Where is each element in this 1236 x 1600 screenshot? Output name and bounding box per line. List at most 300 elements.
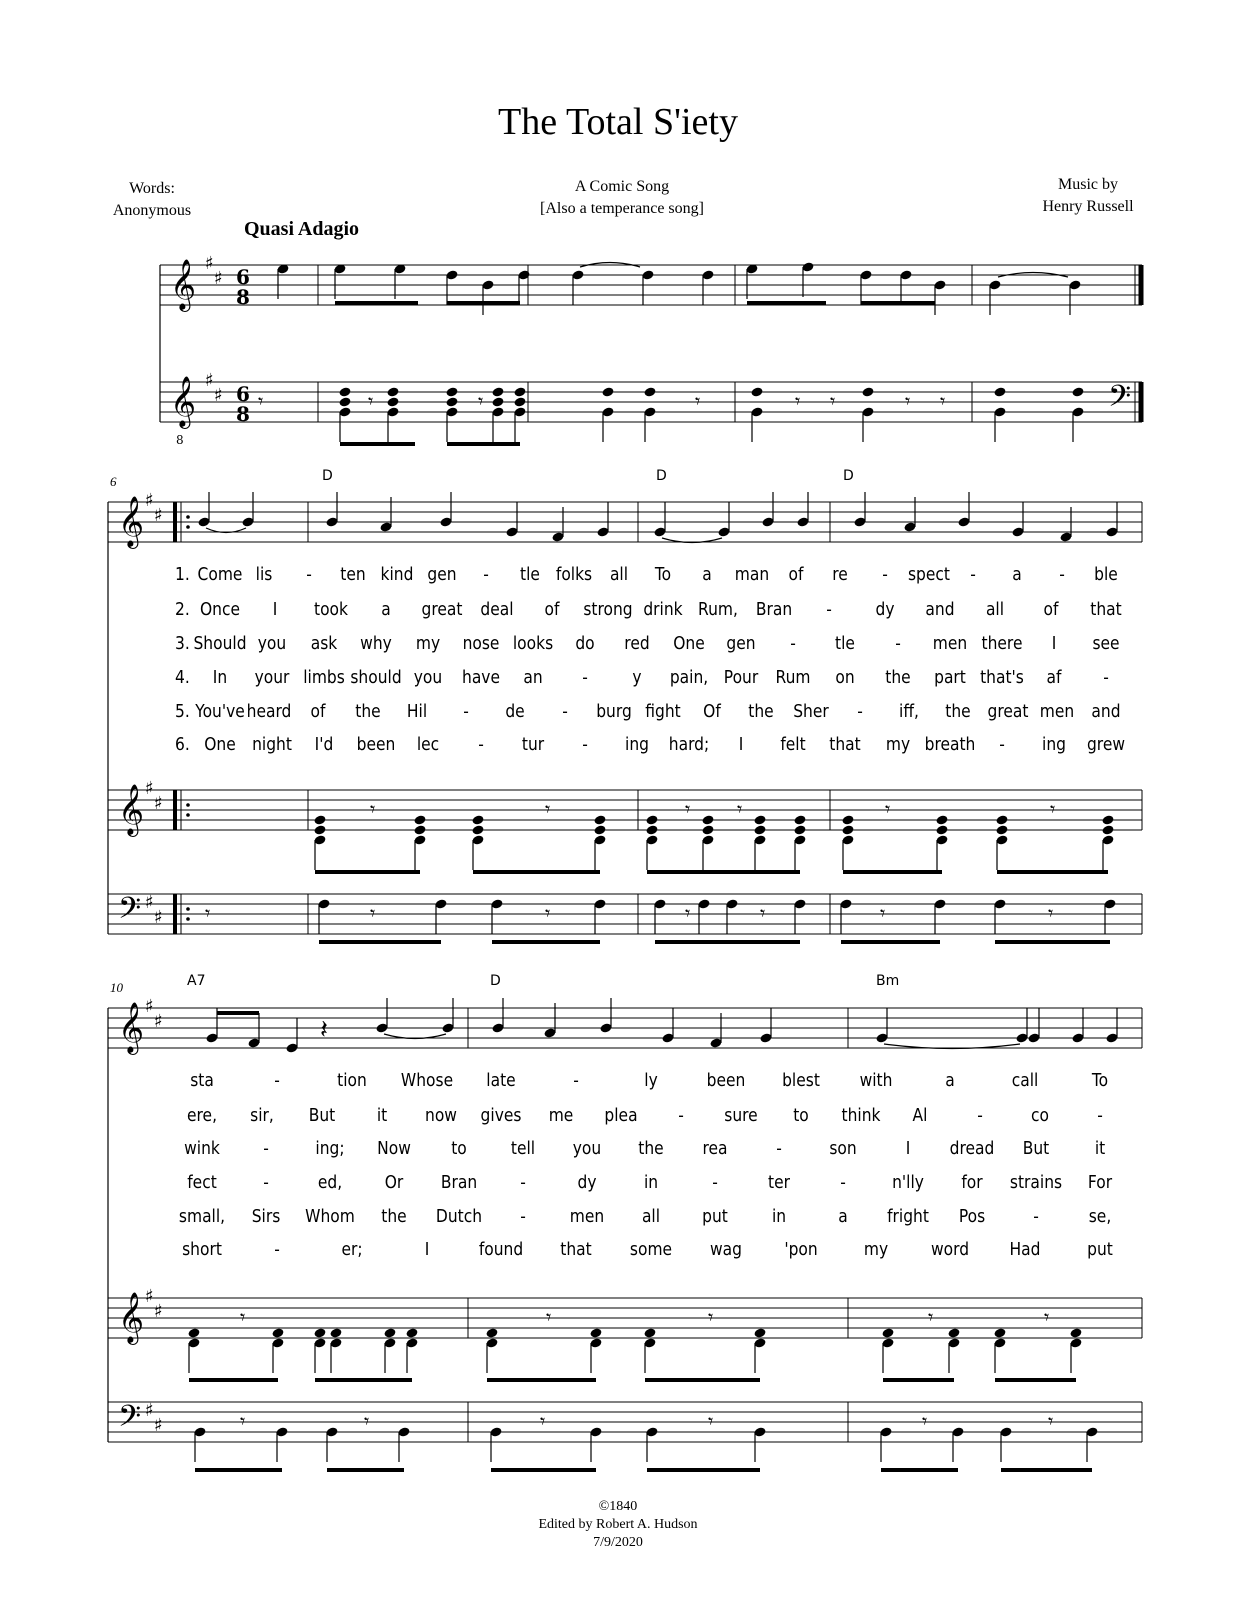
- lyric-syllable: and: [925, 599, 955, 620]
- notehead: [995, 824, 1008, 835]
- notehead: [645, 814, 658, 825]
- sharp-icon: ♯: [145, 490, 154, 511]
- lyric-syllable: n'lly: [891, 1172, 924, 1193]
- lyric-syllable: that: [829, 734, 862, 755]
- notehead: [513, 396, 526, 407]
- sharp-icon: ♯: [214, 385, 223, 406]
- repeat-dot: [186, 907, 190, 911]
- notehead: [601, 386, 614, 397]
- lyric-hyphen: -: [678, 1105, 684, 1126]
- lyric-syllable: my: [885, 734, 910, 755]
- lyric-syllable: you: [572, 1138, 602, 1159]
- lyric-syllable: ble: [1094, 564, 1118, 585]
- lyric-syllable: rea: [702, 1138, 728, 1159]
- chord-symbol: D: [656, 468, 667, 484]
- lyric-syllable: strains: [1009, 1172, 1062, 1193]
- notehead: [793, 824, 806, 835]
- eighth-rest-icon: 𝄾: [708, 1409, 714, 1433]
- time-signature-top: 6: [236, 382, 250, 406]
- lyric-syllable: ask: [310, 633, 338, 654]
- lyric-hyphen: -: [305, 564, 312, 585]
- lyric-syllable: a: [838, 1206, 849, 1227]
- eighth-rest-icon: 𝄾: [695, 389, 701, 413]
- lyric-syllable: with: [859, 1070, 892, 1091]
- lyric-hyphen: -: [519, 1172, 526, 1193]
- music-credit-label: Music by: [1058, 176, 1118, 193]
- notehead: [841, 814, 854, 825]
- lyric-hyphen: -: [857, 701, 863, 722]
- lyric-syllable: co: [1031, 1105, 1050, 1126]
- sharp-icon: ♯: [145, 996, 154, 1017]
- subtitle-line2: [Also a temperance song]: [540, 200, 704, 217]
- lyric-syllable: Dutch: [435, 1206, 482, 1227]
- repeat-dot: [186, 525, 190, 529]
- treble-clef-icon: 𝄞: [170, 376, 197, 427]
- lyric-syllable: lis: [255, 564, 273, 585]
- sharp-icon: ♯: [205, 370, 214, 391]
- lyric-syllable: in: [643, 1172, 659, 1193]
- sharp-icon: ♯: [154, 1301, 163, 1322]
- lyric-syllable: re: [832, 564, 848, 585]
- notehead: [593, 814, 606, 825]
- notehead: [491, 386, 504, 397]
- lyric-syllable: felt: [780, 734, 806, 755]
- lyric-hyphen: -: [519, 1206, 526, 1227]
- bass-clef-icon: 𝄢: [118, 892, 142, 933]
- lyric-hyphen: -: [1103, 667, 1109, 688]
- lyric-syllable: and: [1091, 701, 1121, 722]
- editor-credit: Edited by Robert A. Hudson: [538, 1517, 698, 1532]
- notehead: [701, 824, 714, 835]
- lyric-syllable: great: [987, 701, 1029, 722]
- eighth-rest-icon: 𝄾: [545, 797, 551, 821]
- lyric-syllable: Or: [385, 1172, 404, 1193]
- lyric-syllable: Now: [377, 1138, 412, 1159]
- lyric-syllable: pain,: [669, 667, 709, 688]
- sharp-icon: ♯: [145, 892, 154, 913]
- chord-symbol: Bm: [876, 973, 900, 989]
- lyric-syllable: of: [1043, 599, 1059, 620]
- notehead: [513, 386, 526, 397]
- lyric-syllable: red: [624, 633, 650, 654]
- lyric-syllable: call: [1011, 1070, 1039, 1091]
- lyric-syllable: folks: [556, 564, 593, 585]
- eighth-rest-icon: 𝄾: [737, 797, 743, 821]
- notehead: [445, 386, 458, 397]
- lyric-syllable: of: [544, 599, 560, 620]
- notehead: [750, 386, 763, 397]
- notehead: [995, 814, 1008, 825]
- sharp-icon: ♯: [154, 1011, 163, 1032]
- notehead: [445, 396, 458, 407]
- lyric-hyphen: -: [1033, 1206, 1039, 1227]
- notehead: [589, 1327, 602, 1338]
- lyric-syllable: But: [308, 1105, 335, 1126]
- lyric-syllable: strong: [582, 599, 633, 620]
- lyric-syllable: short: [182, 1239, 222, 1260]
- notehead: [271, 1327, 284, 1338]
- notehead: [935, 824, 948, 835]
- notehead: [701, 814, 714, 825]
- lyric-syllable: a: [702, 564, 713, 585]
- lyric-hyphen: -: [582, 734, 588, 755]
- lyric-hyphen: -: [274, 1070, 280, 1091]
- lyric-syllable: sta: [190, 1070, 214, 1091]
- lyric-syllable: me: [548, 1105, 574, 1126]
- verse-number: 5.: [175, 701, 190, 722]
- lyric-syllable: Whom: [305, 1206, 356, 1227]
- lyric-syllable: Hil: [406, 701, 428, 722]
- lyric-syllable: deal: [480, 599, 514, 620]
- lyric-syllable: found: [479, 1239, 524, 1260]
- lyric-syllable: hard;: [668, 734, 710, 755]
- lyric-syllable: fright: [886, 1206, 929, 1227]
- lyric-syllable: de: [505, 701, 526, 722]
- lyric-syllable: that's: [979, 667, 1024, 688]
- lyric-syllable: I: [273, 599, 278, 620]
- notehead: [491, 396, 504, 407]
- notehead: [413, 814, 426, 825]
- lyric-syllable: tle: [520, 564, 541, 585]
- lyric-syllable: late: [486, 1070, 517, 1091]
- treble-clef-icon: 𝄞: [118, 784, 145, 835]
- notehead: [405, 1327, 418, 1338]
- lyric-syllable: I: [424, 1239, 429, 1260]
- lyric-hyphen: -: [477, 734, 484, 755]
- treble-clef-icon: 𝄞: [118, 1002, 145, 1053]
- verse-number: 2.: [175, 599, 190, 620]
- notehead: [485, 1327, 498, 1338]
- lyric-hyphen: -: [970, 564, 976, 585]
- eighth-rest-icon: 𝄾: [928, 1305, 934, 1329]
- lyric-syllable: But: [1022, 1138, 1050, 1159]
- music-credit-name: Henry Russell: [1042, 198, 1134, 215]
- verse-number: 3.: [175, 633, 190, 654]
- repeat-dot: [186, 917, 190, 921]
- lyric-syllable: put: [1087, 1239, 1113, 1260]
- lyric-syllable: the: [638, 1138, 664, 1159]
- quarter-rest-icon: 𝄽: [320, 1015, 328, 1045]
- lyric-syllable: you: [257, 633, 287, 654]
- lyric-syllable: ere,: [187, 1105, 217, 1126]
- notehead: [383, 1327, 396, 1338]
- sharp-icon: ♯: [145, 1400, 154, 1421]
- eighth-rest-icon: 𝄾: [478, 389, 484, 413]
- notehead: [643, 386, 656, 397]
- words-credit-label: Words:: [129, 180, 175, 197]
- lyric-syllable: all: [609, 564, 628, 585]
- eighth-rest-icon: 𝄾: [940, 389, 946, 413]
- lyric-hyphen: -: [573, 1070, 579, 1091]
- lyric-hyphen: -: [1097, 1105, 1103, 1126]
- lyric-syllable: men: [932, 633, 967, 654]
- lyric-syllable: burg: [595, 701, 632, 722]
- lyric-syllable: One: [673, 633, 705, 654]
- eighth-rest-icon: 𝄾: [258, 389, 264, 413]
- lyric-syllable: should: [350, 667, 402, 688]
- lyric-syllable: word: [931, 1239, 970, 1260]
- lyric-syllable: ing: [624, 734, 649, 755]
- eighth-rest-icon: 𝄾: [540, 1409, 546, 1433]
- time-signature-bottom: 8: [236, 285, 250, 309]
- song-title: The Total S'iety: [498, 101, 738, 143]
- notehead: [753, 814, 766, 825]
- sharp-icon: ♯: [205, 253, 214, 274]
- eighth-rest-icon: 𝄾: [546, 1305, 552, 1329]
- lyric-syllable: sir,: [250, 1105, 274, 1126]
- lyric-syllable: put: [702, 1206, 729, 1227]
- lyric-syllable: To: [654, 564, 672, 585]
- eighth-rest-icon: 𝄾: [795, 389, 801, 413]
- sharp-icon: ♯: [145, 778, 154, 799]
- lyric-syllable: ing;: [315, 1138, 345, 1159]
- lyric-syllable: breath: [924, 734, 976, 755]
- lyric-syllable: all: [986, 599, 1005, 620]
- notehead: [861, 386, 874, 397]
- eighth-rest-icon: 𝄾: [364, 1409, 370, 1433]
- eighth-rest-icon: 𝄾: [922, 1409, 928, 1433]
- lyric-syllable: son: [829, 1138, 858, 1159]
- lyric-hyphen: -: [790, 633, 797, 654]
- lyric-hyphen: -: [263, 1172, 269, 1193]
- bass-clef-change-icon: 𝄢: [1108, 380, 1132, 421]
- words-credit-name: Anonymous: [112, 202, 192, 219]
- sharp-icon: ♯: [145, 1286, 154, 1307]
- lyric-syllable: 'pon: [783, 1239, 818, 1260]
- lyric-syllable: Pour: [723, 667, 759, 688]
- lyric-syllable: tion: [336, 1070, 367, 1091]
- notehead: [993, 1327, 1006, 1338]
- lyric-syllable: I: [1051, 633, 1057, 654]
- lyric-syllable: see: [1092, 633, 1120, 654]
- eighth-rest-icon: 𝄾: [545, 901, 551, 925]
- time-signature-bottom: 8: [236, 402, 250, 426]
- lyric-syllable: to: [792, 1105, 809, 1126]
- lyric-hyphen: -: [776, 1138, 783, 1159]
- subtitle-line1: A Comic Song: [574, 178, 670, 195]
- lyric-syllable: there: [981, 633, 1023, 654]
- lyric-syllable: it: [376, 1105, 387, 1126]
- notehead: [935, 814, 948, 825]
- notehead: [187, 1327, 200, 1338]
- lyric-syllable: part: [933, 667, 966, 688]
- notehead: [471, 824, 484, 835]
- eighth-rest-icon: 𝄾: [240, 1305, 246, 1329]
- notehead: [793, 814, 806, 825]
- repeat-dot: [186, 803, 190, 807]
- lyric-syllable: the: [884, 667, 911, 688]
- verse-number: 6.: [175, 734, 190, 755]
- sharp-icon: ♯: [214, 268, 223, 289]
- notehead: [386, 386, 399, 397]
- lyric-syllable: in: [772, 1206, 787, 1227]
- lyric-syllable: blest: [781, 1070, 820, 1091]
- lyric-syllable: all: [641, 1206, 661, 1227]
- lyric-hyphen: -: [263, 1138, 269, 1159]
- chord-symbol: D: [490, 973, 501, 989]
- notehead: [471, 814, 484, 825]
- lyric-syllable: great: [421, 599, 462, 620]
- lyric-syllable: ing: [1041, 734, 1066, 755]
- notehead: [947, 1327, 960, 1338]
- notehead: [881, 1327, 894, 1338]
- eighth-rest-icon: 𝄾: [880, 901, 886, 925]
- lyric-syllable: I: [738, 734, 744, 755]
- lyric-syllable: why: [360, 633, 393, 654]
- lyric-syllable: Should: [193, 633, 247, 654]
- lyric-syllable: For: [1087, 1172, 1113, 1193]
- lyric-syllable: it: [1094, 1138, 1106, 1159]
- treble-clef-icon: 𝄞: [170, 259, 197, 310]
- lyric-syllable: dy: [577, 1172, 597, 1193]
- notehead: [1101, 814, 1114, 825]
- lyric-syllable: ly: [644, 1070, 658, 1091]
- lyric-syllable: your: [254, 667, 290, 688]
- eighth-rest-icon: 𝄾: [370, 797, 376, 821]
- lyric-syllable: er;: [341, 1239, 363, 1260]
- eighth-rest-icon: 𝄾: [1048, 1409, 1054, 1433]
- lyric-syllable: tur: [521, 734, 544, 755]
- lyric-syllable: of: [310, 701, 326, 722]
- lyric-syllable: lec: [417, 734, 440, 755]
- lyric-syllable: Bran: [755, 599, 792, 620]
- repeat-dot: [186, 813, 190, 817]
- notehead: [645, 824, 658, 835]
- lyric-syllable: night: [252, 734, 293, 755]
- lyric-syllable: Bran: [440, 1172, 477, 1193]
- lyric-syllable: looks: [512, 633, 553, 654]
- notehead: [993, 386, 1006, 397]
- lyric-syllable: you: [414, 667, 443, 688]
- notehead: [313, 814, 326, 825]
- lyric-syllable: You've: [195, 701, 245, 722]
- notehead: [1071, 386, 1084, 397]
- lyric-syllable: think: [841, 1105, 881, 1126]
- eighth-rest-icon: 𝄾: [368, 389, 374, 413]
- verse-number: 1.: [175, 564, 190, 585]
- verse-number: 4.: [175, 667, 190, 688]
- lyric-syllable: gen: [726, 633, 756, 654]
- lyric-syllable: In: [212, 667, 228, 688]
- lyric-syllable: some: [629, 1239, 673, 1260]
- lyric-syllable: on: [835, 667, 856, 688]
- sharp-icon: ♯: [154, 505, 163, 526]
- sharp-icon: ♯: [154, 907, 163, 928]
- notehead: [1101, 824, 1114, 835]
- lyric-syllable: that: [560, 1239, 592, 1260]
- chord-symbol: A7: [187, 973, 206, 989]
- lyric-syllable: of: [788, 564, 804, 585]
- lyric-syllable: Come: [197, 564, 243, 585]
- eighth-rest-icon: 𝄾: [240, 1409, 246, 1433]
- lyric-syllable: af: [1046, 667, 1062, 688]
- bass-clef-icon: 𝄢: [118, 1400, 142, 1441]
- lyric-syllable: been: [706, 1070, 746, 1091]
- notehead: [841, 824, 854, 835]
- lyric-syllable: spect: [907, 564, 950, 585]
- lyric-syllable: gives: [480, 1105, 522, 1126]
- lyric-syllable: the: [354, 701, 381, 722]
- tempo-marking: Quasi Adagio: [244, 218, 360, 240]
- lyric-syllable: Once: [199, 599, 241, 620]
- lyric-hyphen: -: [840, 1172, 847, 1193]
- lyric-syllable: wag: [709, 1239, 742, 1260]
- lyric-hyphen: -: [826, 599, 832, 620]
- lyric-hyphen: -: [977, 1105, 984, 1126]
- lyric-syllable: kind: [380, 564, 414, 585]
- edit-date: 7/9/2020: [593, 1535, 643, 1550]
- lyric-syllable: Had: [1009, 1239, 1041, 1260]
- lyric-hyphen: -: [998, 734, 1005, 755]
- lyric-syllable: ten: [340, 564, 366, 585]
- time-signature-top: 6: [236, 265, 250, 289]
- eighth-rest-icon: 𝄾: [1048, 901, 1054, 925]
- lyric-syllable: I: [905, 1138, 910, 1159]
- lyric-syllable: dread: [949, 1138, 995, 1159]
- notehead: [593, 824, 606, 835]
- lyric-syllable: a: [1012, 564, 1023, 585]
- lyric-syllable: I'd: [314, 734, 334, 755]
- sharp-icon: ♯: [154, 1415, 163, 1436]
- lyric-syllable: ter: [768, 1172, 791, 1193]
- notehead: [338, 386, 351, 397]
- notehead: [1069, 1327, 1082, 1338]
- notehead: [338, 396, 351, 407]
- lyric-hyphen: -: [561, 701, 568, 722]
- eighth-rest-icon: 𝄾: [830, 389, 836, 413]
- lyric-syllable: y: [632, 667, 642, 688]
- lyric-hyphen: -: [1058, 564, 1065, 585]
- notehead: [329, 1327, 342, 1338]
- lyric-syllable: Whose: [400, 1070, 453, 1091]
- notehead: [313, 1327, 326, 1338]
- treble-clef-icon: 𝄞: [118, 496, 145, 547]
- lyric-syllable: grew: [1086, 734, 1126, 755]
- lyric-syllable: my: [863, 1239, 888, 1260]
- eighth-rest-icon: 𝄾: [685, 901, 691, 925]
- measure-number-10: 10: [110, 980, 123, 995]
- lyric-syllable: the: [381, 1206, 408, 1227]
- lyric-syllable: men: [569, 1206, 605, 1227]
- lyric-syllable: men: [1039, 701, 1074, 722]
- lyric-syllable: do: [575, 633, 595, 654]
- lyric-syllable: drink: [643, 599, 683, 620]
- notehead: [753, 824, 766, 835]
- lyric-hyphen: -: [712, 1172, 718, 1193]
- lyric-hyphen: -: [463, 701, 469, 722]
- lyric-syllable: One: [204, 734, 236, 755]
- notehead: [386, 396, 399, 407]
- lyric-syllable: Rum,: [698, 599, 739, 620]
- lyric-syllable: To: [1091, 1070, 1109, 1091]
- lyric-syllable: tell: [510, 1138, 535, 1159]
- eighth-rest-icon: 𝄾: [760, 901, 766, 925]
- lyric-syllable: the: [945, 701, 972, 722]
- lyric-syllable: Al: [912, 1105, 928, 1126]
- lyric-syllable: se,: [1088, 1206, 1112, 1227]
- lyric-syllable: Rum: [775, 667, 811, 688]
- notehead: [643, 1327, 656, 1338]
- lyric-syllable: Of: [703, 701, 722, 722]
- lyric-syllable: the: [748, 701, 775, 722]
- lyric-syllable: man: [734, 564, 769, 585]
- lyric-hyphen: -: [881, 564, 888, 585]
- lyric-syllable: plea: [604, 1105, 638, 1126]
- lyric-hyphen: -: [274, 1239, 280, 1260]
- chord-symbol: D: [322, 468, 333, 484]
- eighth-rest-icon: 𝄾: [708, 1305, 714, 1329]
- lyric-syllable: Pos: [958, 1206, 985, 1227]
